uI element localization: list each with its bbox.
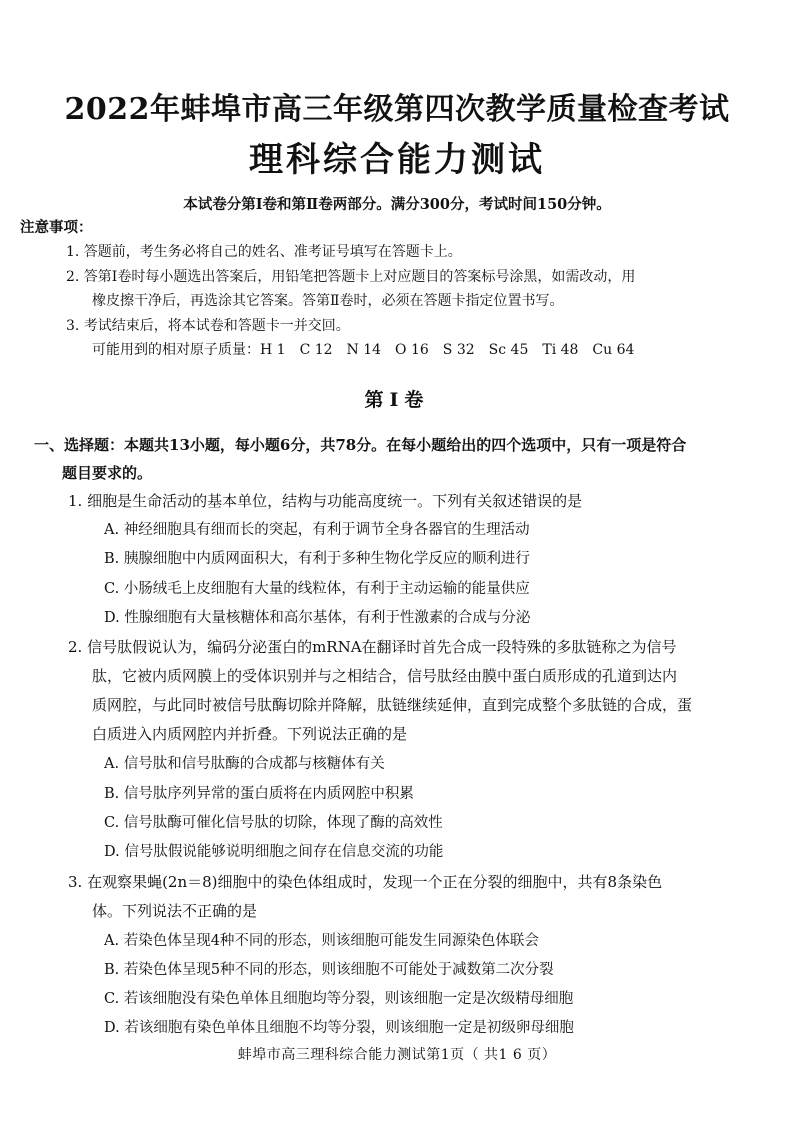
exam-subtitle: 理科综合能力测试 (249, 140, 545, 180)
section-one-line-2: 题目要求的。 (62, 464, 153, 482)
notice-heading: 注意事项： (20, 219, 93, 236)
section-one-line-1: 一、选择题：本题共13小题，每小题6分，共78分。在每小题给出的四个选项中，只有一项是符合 (34, 436, 687, 454)
question-3-option-d: D. 若该细胞有染色单体且细胞不均等分裂，则该细胞一定是初级卵母细胞 (104, 1020, 574, 1036)
question-2-option-d: D. 信号肽假说能够说明细胞之间存在信息交流的功能 (104, 844, 444, 860)
question-1-option-a: A. 神经细胞具有细而长的突起，有利于调节全身各器官的生理活动 (104, 522, 530, 538)
question-3-option-a: A. 若染色体呈现4种不同的形态，则该细胞可能发生同源染色体联会 (104, 933, 539, 949)
question-1-option-d: D. 性腺细胞有大量核糖体和高尔基体，有利于性激素的合成与分泌 (104, 610, 531, 626)
question-3-stem-line-1: 3. 在观察果蝇(2n＝8)细胞中的染色体组成时，发现一个正在分裂的细胞中，共有8条染色 (68, 873, 663, 891)
question-2-stem-line-1: 2. 信号肽假说认为，编码分泌蛋白的mRNA在翻译时首先合成一段特殊的多肽链称之为信号 (68, 638, 677, 656)
exam-intro: 本试卷分第Ⅰ卷和第Ⅱ卷两部分。满分300分，考试时间150分钟。 (183, 196, 611, 213)
part-one-title: 第Ⅰ卷 (364, 389, 430, 411)
notice-item-3: 3. 考试结束后，将本试卷和答题卡一并交回。 (66, 318, 350, 334)
question-2-stem-line-2: 肽，它被内质网膜上的受体识别并与之相结合，信号肽经由膜中蛋白质形成的孔道到达内 (92, 667, 678, 685)
question-2-option-b: B. 信号肽序列异常的蛋白质将在内质网腔中积累 (104, 786, 414, 802)
question-2-stem-line-4: 白质进入内质网腔内并折叠。下列说法正确的是 (92, 725, 408, 743)
notice-item-2-line-2: 橡皮擦干净后，再选涂其它答案。答第Ⅱ卷时，必须在答题卡指定位置书写。 (92, 293, 564, 309)
question-2-stem-line-3: 质网腔，与此同时被信号肽酶切除并降解，肽链继续延伸，直到完成整个多肽链的合成，蛋 (92, 696, 693, 714)
atomic-masses: 可能用到的相对原子质量：H 1 C 12 N 14 O 16 S 32 Sc 45 Ti 48 Cu 64 (92, 342, 635, 358)
exam-title: 2022年蚌埠市高三年级第四次教学质量检查考试 (64, 92, 730, 127)
question-1-stem: 1. 细胞是生命活动的基本单位，结构与功能高度统一。下列有关叙述错误的是 (68, 492, 583, 510)
notice-item-1: 1. 答题前，考生务必将自己的姓名、准考证号填写在答题卡上。 (66, 244, 462, 260)
question-1-option-b: B. 胰腺细胞中内质网面积大，有利于多种生物化学反应的顺利进行 (104, 551, 530, 567)
question-3-stem-line-2: 体。下列说法不正确的是 (92, 902, 258, 920)
notice-item-2-line-1: 2. 答第Ⅰ卷时每小题选出答案后，用铅笔把答题卡上对应题目的答案标号涂黑，如需改动，用 (66, 269, 636, 285)
question-3-option-b: B. 若染色体呈现5种不同的形态，则该细胞不可能处于减数第二次分裂 (104, 962, 554, 978)
question-3-option-c: C. 若该细胞没有染色单体且细胞均等分裂，则该细胞一定是次级精母细胞 (104, 991, 574, 1007)
question-2-option-c: C. 信号肽酶可催化信号肽的切除，体现了酶的高效性 (104, 815, 443, 831)
page-footer: 蚌埠市高三理科综合能力测试第1页（ 共1 6 页） (237, 1047, 557, 1063)
question-1-option-c: C. 小肠绒毛上皮细胞有大量的线粒体，有利于主动运输的能量供应 (104, 581, 530, 597)
question-2-option-a: A. 信号肽和信号肽酶的合成都与核糖体有关 (104, 756, 385, 772)
